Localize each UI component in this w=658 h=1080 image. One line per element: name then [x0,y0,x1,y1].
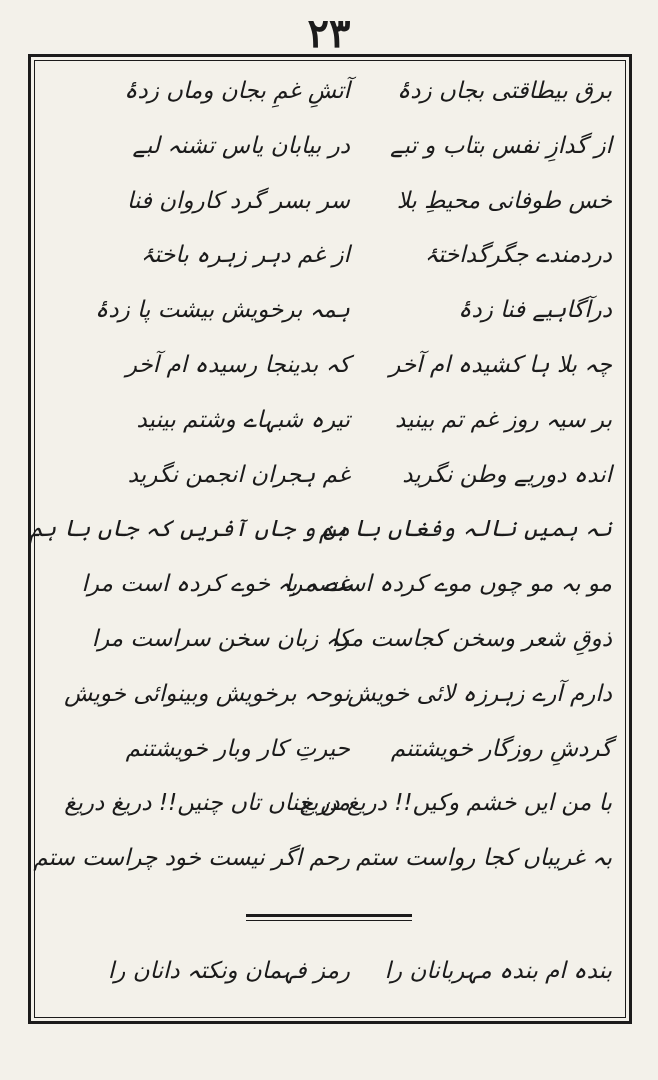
couplet-first-hemistich: با من ایں خشم وکیں!! دریغ دریغ [299,790,612,817]
couplet [40,722,620,777]
couplet-second-hemistich: حیرتِ کار وبار خویشتنم [125,735,350,762]
page-number: ۲۳ [307,10,351,57]
separator-thin-line [246,920,412,921]
couplet-first-hemistich: گردشِ روزگار خویشتنم [390,735,612,762]
couplet-first-hemistich: خس طوفانی محیطِ بلا [396,187,612,214]
couplet [40,557,620,612]
couplet-second-hemistich: آتشِ غمِ بجان وماں زدۂ [124,78,350,104]
couplet [40,119,620,174]
couplet [40,283,620,338]
couplet-first-hemistich: دردمندے جگرگداختۂ [424,242,612,269]
couplet [40,776,620,831]
final-couplet [40,944,620,999]
couplet-second-hemistich: تیرہ شبہاے وشتم بینید [136,406,350,433]
couplet-second-hemistich: سر بسر گرد کاروان فنا [126,187,350,214]
couplet [40,174,620,229]
couplet [40,64,620,119]
couplet [40,667,620,722]
couplet [40,338,620,393]
couplet-second-hemistich: کہ زبان سخن سراست مرا [91,625,350,652]
couplet-first-hemistich: از گدازِ نفس بتاب و تبے [390,132,612,159]
couplet-first-hemistich: مو بہ مو چوں موے کردہ است مرا [284,571,612,598]
separator-thick-line [246,914,412,917]
double-rule-separator [246,914,412,922]
couplet [33,831,620,886]
couplet-second-hemistich: رحم اگر نیست خود چراست ستم [33,845,350,872]
couplet-first-hemistich: اندہ دوریے وطن نگرید [402,461,612,488]
couplet-second-hemistich: ہمہ برخویش بیشت پا زدۂ [94,297,350,324]
couplet-first-hemistich: بہ غریباں کجا رواست ستم [356,845,612,872]
couplet-first-hemistich: دارم آرے زہرزہ لائی خویش [347,680,612,707]
final-second-hemistich: رمز فہمان ونکتہ دانان را [107,958,350,984]
couplet-second-hemistich: غم ہجران انجمن نگرید [127,461,350,488]
couplet-first-hemistich: چہ بلا ہا کشیدہ ام آخر [389,351,612,378]
poem-couplets [29,64,620,886]
couplet-first-hemistich: نہ ہمیں نالہ وفغاں با ہم [319,516,612,543]
couplet-first-hemistich: ذوقِ شعر وسخن کجاست مرا [331,625,612,652]
couplet-second-hemistich: کہ بدینجا رسیدہ ام آخر [125,351,350,378]
couplet-first-hemistich: درآگاہیے فنا زدۂ [458,297,612,324]
couplet-second-hemistich: من چناں تاں چنیں!! دریغ دریغ [64,790,350,817]
couplet [40,448,620,503]
couplet-second-hemistich: من و جاں آفریں کہ جاں با ہم [29,516,350,543]
couplet-second-hemistich: غصہ بہ خوے کردہ است مرا [81,571,350,598]
couplet [29,502,620,557]
couplet-second-hemistich: در بیابان یاس تشنہ لبے [132,132,350,159]
couplet-second-hemistich: از غم دہر زہرہ باختۂ [140,242,350,269]
couplet [40,612,620,667]
couplet [40,228,620,283]
couplet [40,393,620,448]
couplet-second-hemistich: نوحہ برخویش وبینوائی خویش [64,680,350,707]
couplet-first-hemistich: بر سیہ روز غم تم بینید [395,406,612,433]
final-first-hemistich: بندہ ام بندہ مہربانان را [384,958,612,984]
couplet-first-hemistich: برق بیطاقتی بجاں زدۂ [396,78,612,104]
